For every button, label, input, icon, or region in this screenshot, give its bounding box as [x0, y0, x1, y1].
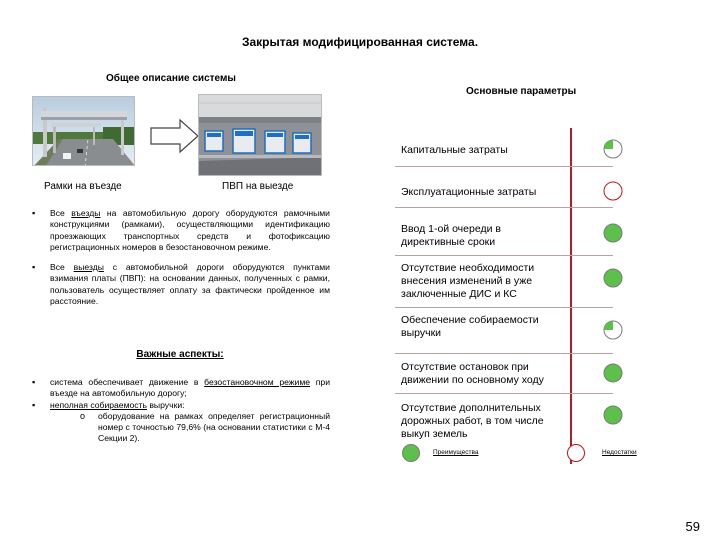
legend-green-circle-icon — [402, 444, 420, 462]
status-circle-icon — [603, 405, 623, 430]
param-label: Ввод 1-ой очереди в директивные сроки — [401, 223, 501, 248]
param-separator — [395, 353, 613, 354]
bullet-entries: ▪ Все въезды на автомобильную дорогу оборудуются рамочными конструкциями (рамками), осуществляющими идентификацию проезжающих транспортных средств и фотофиксацию регистрационных номеров в безостановочном режиме. — [32, 208, 330, 252]
aspects-list — [30, 377, 330, 445]
right-subtitle: Основные параметры — [466, 86, 577, 97]
legend-positive: Преимущества — [433, 449, 479, 456]
aspect-subitem: o оборудование на рамках определяет регистрационный номер с точностью 79,6% (на основании статистики с М-4 Секции 2). — [80, 410, 330, 444]
status-circle-icon — [603, 223, 623, 248]
entry-caption: Рамки на въезде — [44, 181, 122, 192]
param-separator — [395, 255, 613, 256]
param-label: Отсутствие необходимости внесения изменений в уже заключенные ДИС и КС — [401, 262, 535, 300]
param-label: Обеспечение собираемости выручки — [401, 314, 539, 339]
status-circle-icon — [603, 181, 623, 206]
param-separator — [395, 393, 613, 394]
legend-empty-circle-icon — [567, 444, 585, 462]
aspects-heading: Важные аспекты: — [136, 349, 224, 360]
description-bullets — [30, 208, 330, 307]
aspect-item-collection: ▪ неполная собираемость выручки: — [32, 399, 185, 410]
aspect-item-nonstop: ▪ система обеспечивает движение в безостановочном режиме при въезде на автомобильную дорогу; — [32, 377, 330, 399]
param-label: Отсутствие дополнительных дорожных работ, в том числе выкуп земель — [401, 402, 544, 440]
param-separator — [395, 166, 613, 167]
param-label: Капитальные затраты — [401, 144, 508, 156]
param-separator — [395, 207, 613, 208]
page-number: 59 — [685, 519, 700, 534]
divider-line — [570, 128, 572, 464]
status-circle-icon — [603, 363, 623, 388]
page-title: Закрытая модифицированная система. — [241, 35, 479, 49]
legend-negative: Недостатки — [602, 449, 637, 456]
arrow-right-icon — [150, 118, 200, 154]
entry-gantry-photo — [32, 96, 135, 166]
param-label: Отсутствие остановок при движении по основному ходу — [401, 361, 544, 386]
status-circle-icon — [603, 139, 623, 164]
param-separator — [395, 307, 613, 308]
bullet-exits: ▪ Все выезды с автомобильной дороги оборудуются пунктами взимания платы (ПВП): на основании данных, полученных с рамки, пользователь осуществляет оплату за фактически пройденное им расстояние. — [32, 262, 330, 307]
param-label: Эксплуатационные затраты — [401, 186, 537, 198]
status-circle-icon — [603, 268, 623, 293]
left-subtitle: Общее описание системы — [106, 73, 236, 84]
toll-plaza-photo — [198, 94, 322, 176]
status-circle-icon — [603, 320, 623, 345]
exit-caption: ПВП на выезде — [222, 181, 294, 192]
